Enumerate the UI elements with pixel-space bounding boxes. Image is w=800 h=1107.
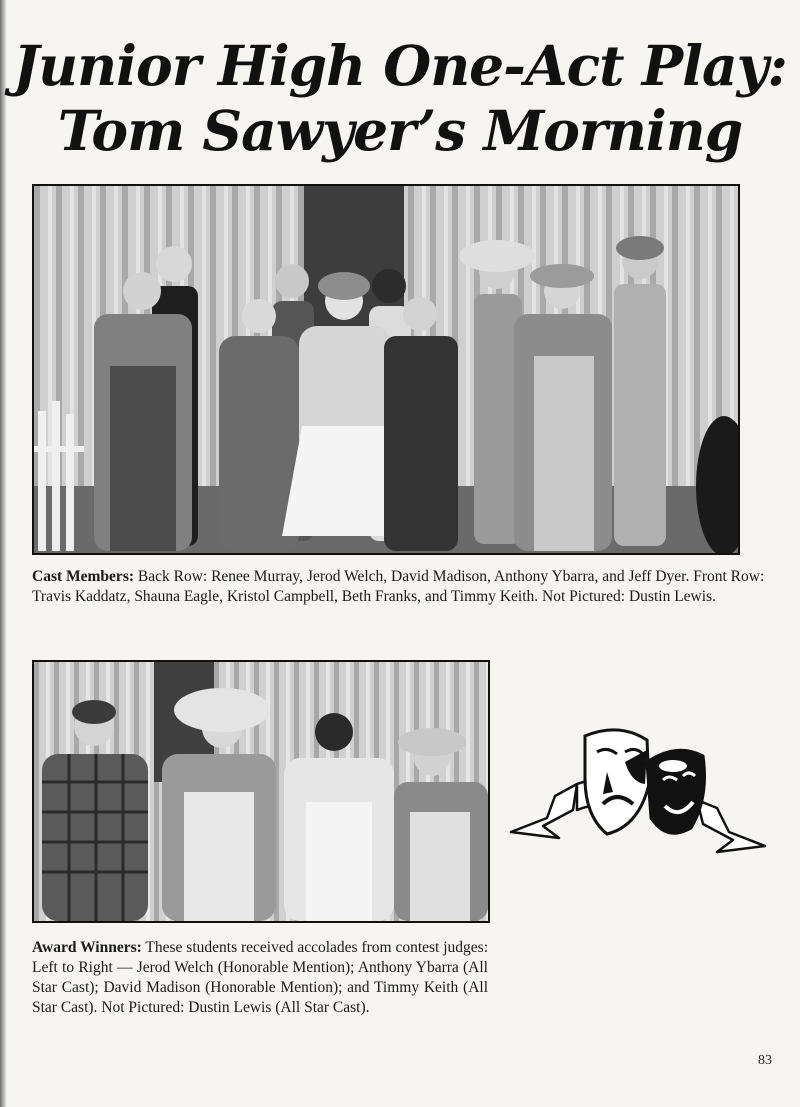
award-caption-label: Award Winners: [32, 939, 142, 956]
award-caption-text: These students received accolades from contest judges: Left to Right — Jerod Welch (Honorable Mention); Anthony Ybarra (All Star Cast); David Madison (Honorable Mention); and Timmy Keith (All Star Cast). Not Pictured: Dustin Lewis (All Star Cast). [32, 939, 489, 1016]
page-title-line-1: Junior High One-Act Play: [13, 33, 787, 98]
cast-photo [32, 184, 740, 555]
page-binding-shadow [0, 0, 7, 1107]
comedy-tragedy-masks-icon [507, 722, 769, 862]
award-winners-photo [32, 660, 490, 923]
cast-caption-text: Back Row: Renee Murray, Jerod Welch, David Madison, Anthony Ybarra, and Jeff Dyer. Front Row: Travis Kaddatz, Shauna Eagle, Kristol Campbell, Beth Franks, and Timmy Keith. Not Pictured: Dustin Lewis. [32, 568, 765, 605]
page-title-line-2: Tom Sawyer’s Morning [57, 98, 743, 163]
page-number: 83 [758, 1053, 772, 1068]
cast-caption [32, 567, 767, 607]
cast-caption-label: Cast Members: [32, 568, 135, 585]
award-caption [32, 938, 488, 1018]
